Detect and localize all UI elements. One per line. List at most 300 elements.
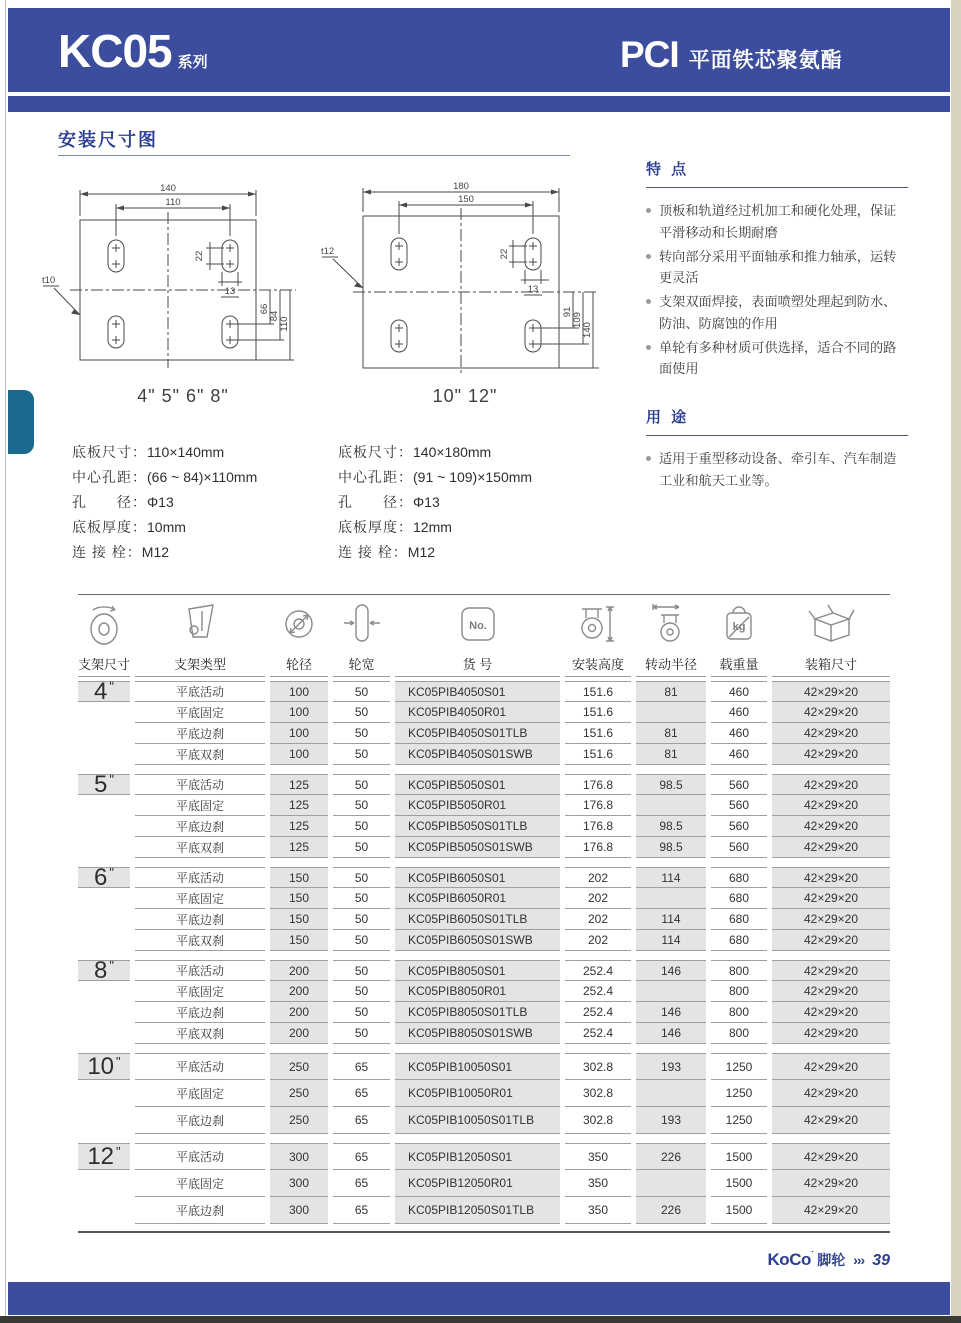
size-label <box>78 1053 130 1080</box>
cell-height: 202 <box>565 930 631 951</box>
inch-mark: " <box>116 1144 121 1159</box>
cell-box: 42×29×20 <box>772 960 890 981</box>
dim-vertical-2: 109 <box>572 312 583 328</box>
spec-label: 中心孔距： <box>338 469 413 485</box>
cell-box: 42×29×20 <box>772 837 890 858</box>
dim-plate-thickness: t10 <box>42 275 56 286</box>
cell-height: 176.8 <box>565 816 631 837</box>
cell-code: KC05PIB6050R01 <box>395 888 560 909</box>
cell-code: KC05PIB8050R01 <box>395 981 560 1002</box>
feature-item <box>646 337 908 381</box>
footer <box>78 1250 890 1270</box>
cell-box: 42×29×20 <box>772 1170 890 1197</box>
footer-bar <box>8 1282 950 1315</box>
series-name: KC05 <box>58 25 172 77</box>
cell-width: 50 <box>333 888 390 909</box>
cell-load: 680 <box>711 867 767 888</box>
inch-mark: " <box>109 679 114 694</box>
cell-dia: 150 <box>270 888 328 909</box>
table-group-6-inch <box>78 863 890 951</box>
cell-box: 42×29×20 <box>772 1197 890 1224</box>
table-header <box>78 598 890 677</box>
cell-code: KC05PIB12050S01 <box>395 1143 560 1170</box>
cell-load: 800 <box>711 1002 767 1023</box>
cell-type: 平底活动 <box>135 1143 265 1170</box>
cell-height: 202 <box>565 909 631 930</box>
cell-code: KC05PIB4050S01 <box>395 681 560 702</box>
cell-dia: 200 <box>270 1002 328 1023</box>
cell-width: 50 <box>333 930 390 951</box>
cell-code: KC05PIB10050S01TLB <box>395 1107 560 1134</box>
cell-box: 42×29×20 <box>772 888 890 909</box>
col-header-load-capacity: 载重量 <box>711 650 767 677</box>
cell-code: KC05PIB4050R01 <box>395 702 560 723</box>
page-number: 39 <box>872 1252 890 1269</box>
dim-slot-width: 13 <box>224 286 236 297</box>
usage-section <box>646 406 908 492</box>
dim-vertical-3: 140 <box>582 322 593 338</box>
cell-width: 50 <box>333 981 390 1002</box>
spec-label: 底板尺寸： <box>338 444 413 460</box>
feature-text: 支架双面焊接，表面喷塑处理起到防水、防油、防腐蚀的作用 <box>659 294 897 331</box>
cell-radius <box>636 1080 706 1107</box>
cell-dia: 150 <box>270 909 328 930</box>
cell-type: 平底双刹 <box>135 930 265 951</box>
cell-load: 680 <box>711 909 767 930</box>
spec-value: 10mm <box>147 519 186 535</box>
bullet-icon <box>646 208 651 213</box>
col-header-bracket-type: 支架类型 <box>135 650 265 677</box>
cell-box: 42×29×20 <box>772 744 890 765</box>
cell-type: 平底边刹 <box>135 816 265 837</box>
page-edge-left <box>5 0 6 1323</box>
inch-mark: " <box>116 1054 121 1069</box>
cell-height: 151.6 <box>565 744 631 765</box>
kg-badge: kg <box>732 621 746 633</box>
table-group-12-inch <box>78 1143 890 1224</box>
bullet-icon <box>646 345 651 350</box>
product-title <box>620 34 843 76</box>
cell-code: KC05PIB4050S01SWB <box>395 744 560 765</box>
product-name: 平面铁芯聚氨酯 <box>688 49 843 72</box>
cell-load: 680 <box>711 888 767 909</box>
feature-item <box>646 246 908 290</box>
cell-radius: 114 <box>636 909 706 930</box>
dim-slot-width: 13 <box>527 284 539 295</box>
features-list <box>646 200 908 380</box>
spec-value: 110×140mm <box>147 444 225 460</box>
cell-width: 50 <box>333 837 390 858</box>
cell-dia: 200 <box>270 1023 328 1044</box>
cell-radius: 226 <box>636 1197 706 1224</box>
cell-box: 42×29×20 <box>772 1080 890 1107</box>
cell-width: 65 <box>333 1080 390 1107</box>
dim-outer-width: 140 <box>160 183 176 194</box>
cell-load: 800 <box>711 960 767 981</box>
cell-radius: 146 <box>636 1023 706 1044</box>
mounting-drawing-small-sizes <box>38 164 328 386</box>
cell-type: 平底活动 <box>135 774 265 795</box>
cell-width: 65 <box>333 1143 390 1170</box>
cell-type: 平底固定 <box>135 702 265 723</box>
cell-width: 50 <box>333 909 390 930</box>
table-group-4-inch <box>78 677 890 765</box>
dim-slot-height: 22 <box>194 250 205 262</box>
spec-label: 底板尺寸： <box>72 444 147 460</box>
cell-code: KC05PIB10050R01 <box>395 1080 560 1107</box>
inch-mark: " <box>109 772 114 787</box>
spec-label: 底板厚度： <box>72 519 147 535</box>
brand-suffix: 脚轮 <box>817 1252 846 1268</box>
cell-width: 65 <box>333 1170 390 1197</box>
drawing-caption-small: 4" 5" 6" 8" <box>137 386 229 406</box>
cell-type: 平底双刹 <box>135 744 265 765</box>
cell-radius <box>636 795 706 816</box>
section-title-mounting-dims: 安装尺寸图 <box>58 130 158 150</box>
cell-width: 50 <box>333 723 390 744</box>
cell-box: 42×29×20 <box>772 981 890 1002</box>
cell-box: 42×29×20 <box>772 774 890 795</box>
dim-slot-height: 22 <box>499 248 510 260</box>
cell-load: 680 <box>711 930 767 951</box>
size-label <box>78 956 130 984</box>
cell-height: 252.4 <box>565 1023 631 1044</box>
cell-height: 176.8 <box>565 837 631 858</box>
header-sub-bar <box>8 96 950 112</box>
cell-code: KC05PIB8050S01SWB <box>395 1023 560 1044</box>
cell-type: 平底活动 <box>135 1053 265 1080</box>
product-code: PCI <box>620 34 679 75</box>
dim-outer-width: 180 <box>453 181 469 192</box>
cell-width: 50 <box>333 795 390 816</box>
cell-type: 平底固定 <box>135 981 265 1002</box>
size-label <box>78 863 130 891</box>
col-header-bracket-size: 支架尺寸 <box>78 650 130 677</box>
size-number: 4 <box>94 677 108 705</box>
cell-height: 302.8 <box>565 1107 631 1134</box>
cell-radius: 193 <box>636 1053 706 1080</box>
size-number: 5 <box>94 770 108 798</box>
cell-type: 平底活动 <box>135 867 265 888</box>
cell-radius <box>636 981 706 1002</box>
cell-type: 平底固定 <box>135 1170 265 1197</box>
cell-dia: 125 <box>270 774 328 795</box>
cell-radius <box>636 702 706 723</box>
feature-item <box>646 200 908 244</box>
cell-radius: 81 <box>636 681 706 702</box>
cell-load: 560 <box>711 816 767 837</box>
cell-dia: 300 <box>270 1197 328 1224</box>
cell-dia: 250 <box>270 1107 328 1134</box>
col-header-part-number: 货 号 <box>395 650 560 677</box>
cell-height: 176.8 <box>565 774 631 795</box>
feature-text: 单轮有多种材质可供选择，适合不同的路面使用 <box>659 339 897 377</box>
cell-dia: 125 <box>270 795 328 816</box>
size-label <box>78 770 130 798</box>
swivel-top-icon <box>78 598 130 650</box>
spec-value: M12 <box>407 544 436 560</box>
cell-width: 50 <box>333 816 390 837</box>
cell-box: 42×29×20 <box>772 1002 890 1023</box>
usage-item <box>646 448 908 492</box>
spec-label: 中心孔距： <box>72 469 147 485</box>
cell-width: 50 <box>333 1023 390 1044</box>
cell-width: 65 <box>333 1197 390 1224</box>
size-label <box>78 1143 130 1170</box>
feature-text: 顶板和轨道经过机加工和硬化处理，保证平滑移动和长期耐磨 <box>659 203 897 240</box>
cell-type: 平底双刹 <box>135 1023 265 1044</box>
bullet-icon <box>646 456 651 461</box>
dim-inner-width: 110 <box>165 197 181 208</box>
cell-code: KC05PIB6050S01SWB <box>395 930 560 951</box>
col-header-carton-size: 装箱尺寸 <box>772 650 890 677</box>
cell-dia: 100 <box>270 681 328 702</box>
size-number: 8 <box>94 956 108 984</box>
cell-load: 1500 <box>711 1143 767 1170</box>
cell-dia: 200 <box>270 981 328 1002</box>
mounting-drawing-large-sizes <box>315 164 615 386</box>
cell-box: 42×29×20 <box>772 1143 890 1170</box>
cell-code: KC05PIB12050S01TLB <box>395 1197 560 1224</box>
cell-code: KC05PIB5050R01 <box>395 795 560 816</box>
spec-value: (91 ~ 109)×150mm <box>413 469 533 485</box>
wheel-diameter-icon <box>270 598 328 650</box>
cell-radius <box>636 888 706 909</box>
carton-icon <box>772 598 890 650</box>
cell-height: 302.8 <box>565 1080 631 1107</box>
cell-type: 平底边刹 <box>135 1197 265 1224</box>
cell-width: 50 <box>333 681 390 702</box>
usage-list <box>646 448 908 492</box>
wheel-width-icon <box>333 598 390 650</box>
cell-height: 350 <box>565 1170 631 1197</box>
cell-dia: 300 <box>270 1143 328 1170</box>
size-number: 6 <box>94 863 108 891</box>
size-number: 12 <box>87 1142 115 1170</box>
cell-load: 560 <box>711 837 767 858</box>
brand-mark: ˙ <box>810 1250 815 1262</box>
page-edge-bottom <box>0 1316 961 1323</box>
cell-load: 800 <box>711 981 767 1002</box>
feature-text: 转向部分采用平面轴承和推力轴承，运转更灵活 <box>659 248 897 286</box>
cell-box: 42×29×20 <box>772 1053 890 1080</box>
dim-vertical-2: 84 <box>269 310 280 322</box>
spec-value: 140×180mm <box>413 444 492 460</box>
cell-box: 42×29×20 <box>772 702 890 723</box>
cell-code: KC05PIB6050S01TLB <box>395 909 560 930</box>
cell-radius: 98.5 <box>636 774 706 795</box>
cell-height: 151.6 <box>565 723 631 744</box>
cell-radius: 193 <box>636 1107 706 1134</box>
page-edge-right <box>951 0 961 1323</box>
cell-code: KC05PIB5050S01 <box>395 774 560 795</box>
features-title: 特 点 <box>646 158 908 188</box>
cell-height: 202 <box>565 888 631 909</box>
cell-load: 560 <box>711 774 767 795</box>
cell-load: 460 <box>711 723 767 744</box>
cell-radius: 81 <box>636 723 706 744</box>
bullet-icon <box>646 254 651 259</box>
drawing-caption-large: 10" 12" <box>432 386 498 406</box>
cell-width: 50 <box>333 774 390 795</box>
cell-box: 42×29×20 <box>772 930 890 951</box>
cell-dia: 150 <box>270 867 328 888</box>
cell-width: 50 <box>333 702 390 723</box>
mount-height-icon <box>565 598 631 650</box>
spec-value: M12 <box>141 544 170 560</box>
dim-vertical-3: 110 <box>279 316 290 332</box>
cell-type: 平底边刹 <box>135 1002 265 1023</box>
table-bottom-rule <box>78 1231 890 1233</box>
cell-width: 50 <box>333 744 390 765</box>
usage-text: 适用于重型移动设备、牵引车、汽车制造工业和航天工业等。 <box>659 451 897 489</box>
cell-dia: 150 <box>270 930 328 951</box>
cell-height: 252.4 <box>565 960 631 981</box>
spec-value: Φ13 <box>413 494 440 510</box>
load-capacity-icon <box>711 598 767 650</box>
inch-mark: " <box>109 865 114 880</box>
turn-radius-icon <box>636 598 706 650</box>
cell-width: 65 <box>333 1053 390 1080</box>
cell-radius: 146 <box>636 1002 706 1023</box>
cell-type: 平底活动 <box>135 960 265 981</box>
cell-radius: 114 <box>636 867 706 888</box>
page-index-tab <box>8 390 34 454</box>
spec-label: 连 接 栓： <box>338 544 408 560</box>
cell-box: 42×29×20 <box>772 1023 890 1044</box>
part-number-icon <box>395 598 560 650</box>
cell-radius: 114 <box>636 930 706 951</box>
cell-radius: 226 <box>636 1143 706 1170</box>
cell-height: 151.6 <box>565 702 631 723</box>
cell-code: KC05PIB6050S01 <box>395 867 560 888</box>
cell-height: 151.6 <box>565 681 631 702</box>
cell-dia: 100 <box>270 723 328 744</box>
cell-width: 65 <box>333 1107 390 1134</box>
specs-small-sizes <box>72 440 257 565</box>
inch-mark: " <box>109 958 114 973</box>
cell-dia: 200 <box>270 960 328 981</box>
cell-dia: 125 <box>270 816 328 837</box>
cell-load: 560 <box>711 795 767 816</box>
cell-load: 1500 <box>711 1197 767 1224</box>
cell-type: 平底边刹 <box>135 909 265 930</box>
spec-label: 连 接 栓： <box>72 544 142 560</box>
cell-load: 1250 <box>711 1053 767 1080</box>
feature-item <box>646 291 908 335</box>
cell-type: 平底边刹 <box>135 723 265 744</box>
cell-load: 1250 <box>711 1107 767 1134</box>
cell-dia: 100 <box>270 744 328 765</box>
cell-height: 350 <box>565 1143 631 1170</box>
brand-logo: KoCo <box>767 1250 811 1269</box>
part-number-badge: No. <box>468 620 487 632</box>
cell-box: 42×29×20 <box>772 867 890 888</box>
cell-type: 平底固定 <box>135 795 265 816</box>
cell-height: 202 <box>565 867 631 888</box>
cell-type: 平底固定 <box>135 888 265 909</box>
cell-code: KC05PIB8050S01 <box>395 960 560 981</box>
dim-vertical-1: 66 <box>259 303 270 315</box>
cell-width: 50 <box>333 1002 390 1023</box>
spec-value: 12mm <box>413 519 452 535</box>
cell-box: 42×29×20 <box>772 816 890 837</box>
cell-load: 1500 <box>711 1170 767 1197</box>
cell-radius: 81 <box>636 744 706 765</box>
cell-height: 350 <box>565 1197 631 1224</box>
cell-dia: 250 <box>270 1053 328 1080</box>
series-title <box>58 24 208 78</box>
cell-type: 平底边刹 <box>135 1107 265 1134</box>
cell-code: KC05PIB4050S01TLB <box>395 723 560 744</box>
cell-load: 460 <box>711 702 767 723</box>
cell-dia: 100 <box>270 702 328 723</box>
cell-box: 42×29×20 <box>772 681 890 702</box>
specs-large-sizes <box>338 440 532 565</box>
section-underline <box>58 155 570 156</box>
cell-radius <box>636 1170 706 1197</box>
cell-code: KC05PIB5050S01SWB <box>395 837 560 858</box>
col-header-mount-height: 安装高度 <box>565 650 631 677</box>
cell-height: 252.4 <box>565 981 631 1002</box>
spec-value: (66 ~ 84)×110mm <box>147 469 258 485</box>
cell-width: 50 <box>333 867 390 888</box>
cell-dia: 125 <box>270 837 328 858</box>
cell-box: 42×29×20 <box>772 723 890 744</box>
cell-radius: 98.5 <box>636 837 706 858</box>
size-label <box>78 677 130 705</box>
cell-code: KC05PIB12050R01 <box>395 1170 560 1197</box>
dim-plate-thickness: t12 <box>321 246 335 257</box>
col-header-wheel-diameter: 轮径 <box>270 650 328 677</box>
cell-dia: 300 <box>270 1170 328 1197</box>
cell-code: KC05PIB8050S01TLB <box>395 1002 560 1023</box>
cell-dia: 250 <box>270 1080 328 1107</box>
bracket-icon <box>135 598 265 650</box>
bullet-icon <box>646 299 651 304</box>
cell-load: 800 <box>711 1023 767 1044</box>
cell-load: 460 <box>711 681 767 702</box>
cell-type: 平底双刹 <box>135 837 265 858</box>
spec-label: 底板厚度： <box>338 519 413 535</box>
dim-inner-width: 150 <box>458 194 474 205</box>
table-top-rule <box>78 594 890 595</box>
col-header-turn-radius: 转动半径 <box>636 650 706 677</box>
dim-vertical-1: 91 <box>562 306 573 318</box>
cell-code: KC05PIB10050S01 <box>395 1053 560 1080</box>
series-suffix: 系列 <box>177 54 208 71</box>
table-group-5-inch <box>78 770 890 858</box>
sidebar <box>646 158 908 494</box>
cell-type: 平底活动 <box>135 681 265 702</box>
size-number: 10 <box>87 1052 115 1080</box>
spec-label: 孔 径： <box>338 494 413 510</box>
table-group-8-inch <box>78 956 890 1044</box>
cell-type: 平底固定 <box>135 1080 265 1107</box>
cell-code: KC05PIB5050S01TLB <box>395 816 560 837</box>
product-table <box>78 677 890 1233</box>
cell-load: 460 <box>711 744 767 765</box>
cell-height: 252.4 <box>565 1002 631 1023</box>
cell-width: 50 <box>333 960 390 981</box>
col-header-wheel-width: 轮宽 <box>333 650 390 677</box>
cell-box: 42×29×20 <box>772 909 890 930</box>
cell-height: 176.8 <box>565 795 631 816</box>
cell-box: 42×29×20 <box>772 1107 890 1134</box>
cell-height: 302.8 <box>565 1053 631 1080</box>
cell-radius: 98.5 <box>636 816 706 837</box>
cell-box: 42×29×20 <box>772 795 890 816</box>
